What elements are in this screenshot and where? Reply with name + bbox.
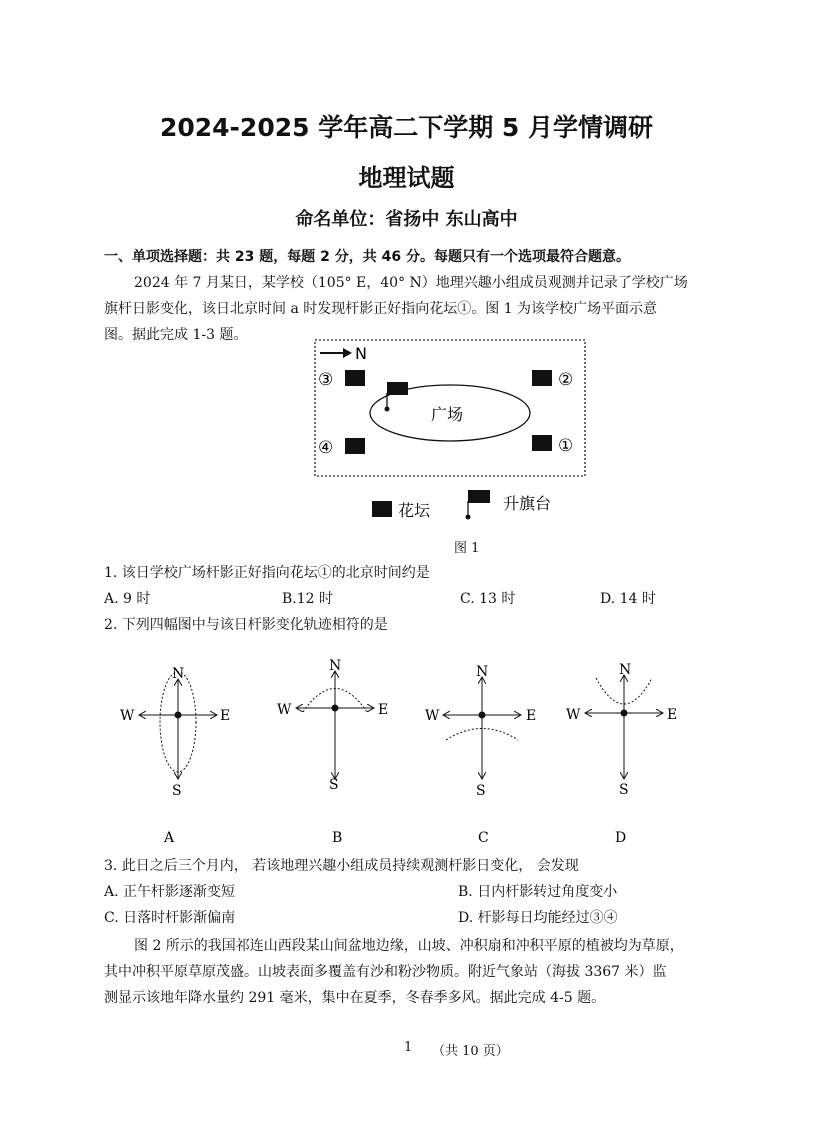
intro2-line2: 其中冲积平原草原茂盛。山坡表面多覆盖有沙和粉沙物质。附近气象站（海拔 3367 米）监 (104, 964, 667, 980)
c-east-label: E (526, 708, 537, 724)
subject-title: 地理试题 (358, 164, 455, 192)
q3-option-a: A. 正午杆影逐渐变短 (104, 884, 236, 900)
flowerbed-3 (345, 370, 365, 386)
q1-option-c: C. 13 时 (460, 591, 516, 607)
figure1-diagram (300, 335, 600, 535)
b-east-label: E (378, 702, 389, 718)
q3-option-c: C. 日落时杆影渐偏南 (104, 910, 236, 926)
diagram-b (277, 658, 388, 793)
diagram-c-label: C (478, 830, 489, 846)
bed-3-label: ③ (318, 370, 334, 390)
bed-2-label: ② (558, 370, 574, 390)
c-west-label: W (425, 708, 440, 724)
section-heading: 一、单项选择题：共 23 题，每题 2 分，共 46 分。每题只有一个选项最符合题意。 (104, 249, 630, 265)
d-west-label: W (566, 707, 581, 723)
q2-diagrams (100, 650, 700, 850)
authors-line: 命名单位：省扬中 东山高中 (295, 209, 518, 230)
a-south-label: S (172, 783, 182, 799)
d-north-label: N (619, 662, 632, 678)
flowerbed-2 (532, 370, 552, 386)
c-north-label: N (476, 664, 489, 680)
a-east-label: E (220, 708, 231, 724)
figure1-caption: 图 1 (454, 541, 480, 556)
page-number: 1 (404, 1040, 413, 1055)
b-south-label: S (329, 777, 339, 793)
flowerbed-1 (532, 435, 552, 451)
q3-option-b: B. 日内杆影转过角度变小 (458, 884, 618, 900)
diagram-a-label: A (164, 830, 175, 846)
exam-title: 2024-2025 学年高二下学期 5 月学情调研 (159, 113, 654, 142)
q3-option-d: D. 杆影每日均能经过③④ (458, 910, 618, 926)
diagram-d-label: D (615, 830, 627, 846)
q2-stem: 2. 下列四幅图中与该日杆影变化轨迹相符的是 (104, 617, 388, 633)
q1-stem: 1. 该日学校广场杆影正好指向花坛①的北京时间约是 (104, 565, 430, 581)
b-west-label: W (277, 702, 292, 718)
diagram-a (120, 666, 230, 799)
intro1-line1: 2024 年 7 月某日，某学校（105° E，40° N）地理兴趣小组成员观测并记录了学校广场 (134, 275, 688, 291)
q1-option-a: A. 9 时 (104, 591, 151, 607)
b-north-label: N (329, 658, 342, 674)
legend-flowerbed-label: 花坛 (398, 501, 431, 520)
a-west-label: W (120, 708, 135, 724)
intro2-line1: 图 2 所示的我国祁连山西段某山间盆地边缘，山坡、冲积扇和冲积平原的植被均为草原， (134, 938, 684, 954)
q1-option-b: B.12 时 (282, 591, 334, 607)
diagram-c (425, 664, 536, 799)
intro1-line3: 图。据此完成 1-3 题。 (104, 327, 248, 343)
diagram-b-label: B (332, 830, 343, 846)
q3-stem: 3. 此日之后三个月内， 若该地理兴趣小组成员持续观测杆影日变化， 会发现 (104, 858, 579, 874)
a-north-label: N (172, 666, 185, 682)
legend-flagpole-icon (468, 490, 490, 503)
intro1-line2: 旗杆日影变化，该日北京时间 a 时发现杆影正好指向花坛①。图 1 为该学校广场平面示意 (104, 301, 658, 317)
q1-option-d: D. 14 时 (600, 591, 656, 607)
bed-4-label: ④ (318, 438, 334, 458)
intro2-line3: 测显示该地年降水量约 291 毫米，集中在夏季，冬春季多风。据此完成 4-5 题。 (104, 990, 606, 1006)
legend-flowerbed-icon (372, 501, 392, 517)
page-total: （共 10 页） (432, 1044, 509, 1059)
flagpole-icon (387, 382, 408, 395)
c-south-label: S (476, 783, 486, 799)
bed-1-label: ① (558, 436, 574, 456)
flowerbed-4 (345, 438, 365, 454)
north-label: N (355, 344, 367, 363)
d-east-label: E (667, 707, 678, 723)
legend-flagpole-label: 升旗台 (503, 494, 552, 513)
d-south-label: S (619, 782, 629, 798)
diagram-d (566, 662, 677, 798)
square-label: 广场 (431, 405, 464, 424)
